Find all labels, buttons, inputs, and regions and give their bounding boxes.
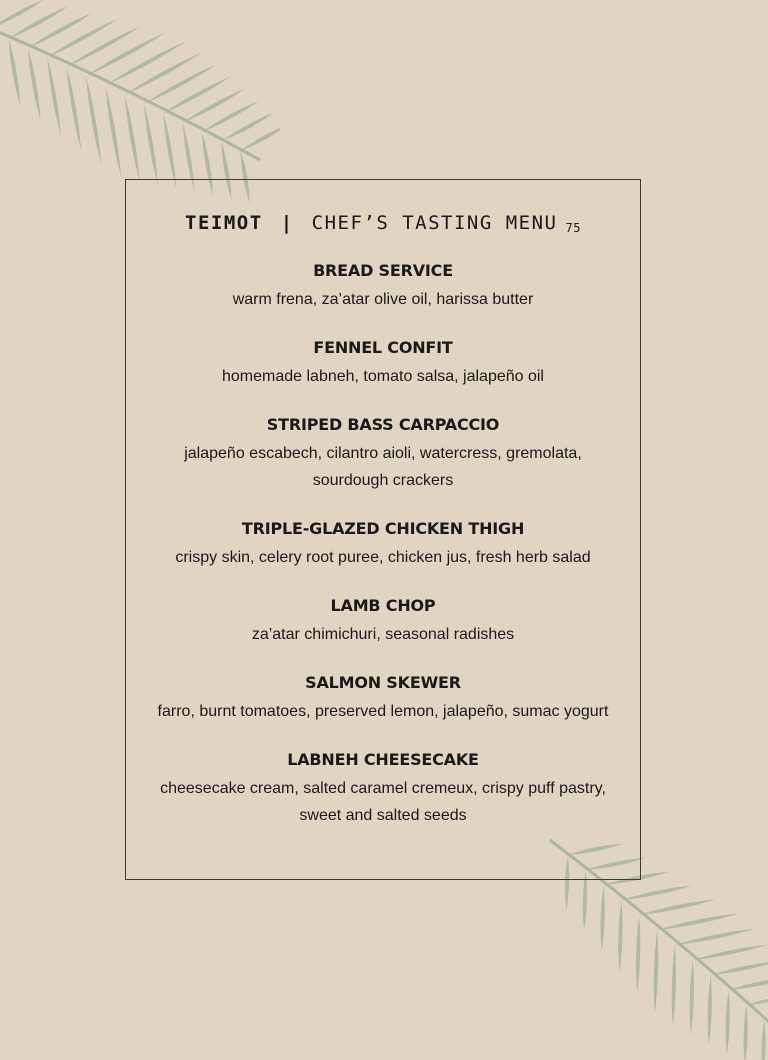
restaurant-name: TEIMOT [185, 212, 263, 234]
course-item [126, 337, 640, 390]
menu-title: CHEF’S TASTING MENU [311, 212, 558, 234]
course-item [126, 414, 640, 494]
course-item [126, 749, 640, 829]
course-description-line: sourdough crackers [312, 472, 454, 489]
course-name: BREAD SERVICE [313, 261, 453, 280]
course-name: SALMON SKEWER [305, 673, 461, 692]
course-name: STRIPED BASS CARPACCIO [266, 415, 500, 434]
course-name: TRIPLE-GLAZED CHICKEN THIGH [241, 519, 525, 538]
course-description-line: warm frena, za’atar olive oil, harissa butter [232, 291, 534, 308]
course-description-line: crispy skin, celery root puree, chicken jus, fresh herb salad [175, 549, 591, 566]
menu-header [126, 212, 640, 234]
course-item [126, 672, 640, 725]
course-description-line: jalapeño escabech, cilantro aioli, watercress, gremolata, [184, 445, 582, 462]
course-list [126, 260, 640, 853]
course-name: LABNEH CHEESECAKE [287, 750, 479, 769]
course-description [126, 698, 640, 725]
course-name: FENNEL CONFIT [313, 338, 453, 357]
course-description-line: sweet and salted seeds [299, 807, 467, 824]
course-description-line: cheesecake cream, salted caramel cremeux, crispy puff pastry, [160, 780, 606, 797]
course-description [126, 775, 640, 829]
course-description [126, 363, 640, 390]
course-item [126, 260, 640, 313]
course-description [126, 544, 640, 571]
menu-card [125, 179, 641, 880]
course-description [126, 286, 640, 313]
course-description [126, 440, 640, 494]
course-name: LAMB CHOP [330, 596, 436, 615]
course-item [126, 595, 640, 648]
course-description-line: za’atar chimichuri, seasonal radishes [251, 626, 515, 643]
course-item [126, 518, 640, 571]
header-divider: | [280, 212, 294, 234]
course-description-line: farro, burnt tomatoes, preserved lemon, jalapeño, sumac yogurt [157, 703, 609, 720]
course-description-line: homemade labneh, tomato salsa, jalapeño oil [222, 368, 544, 385]
menu-price: 75 [565, 221, 581, 235]
course-description [126, 621, 640, 648]
